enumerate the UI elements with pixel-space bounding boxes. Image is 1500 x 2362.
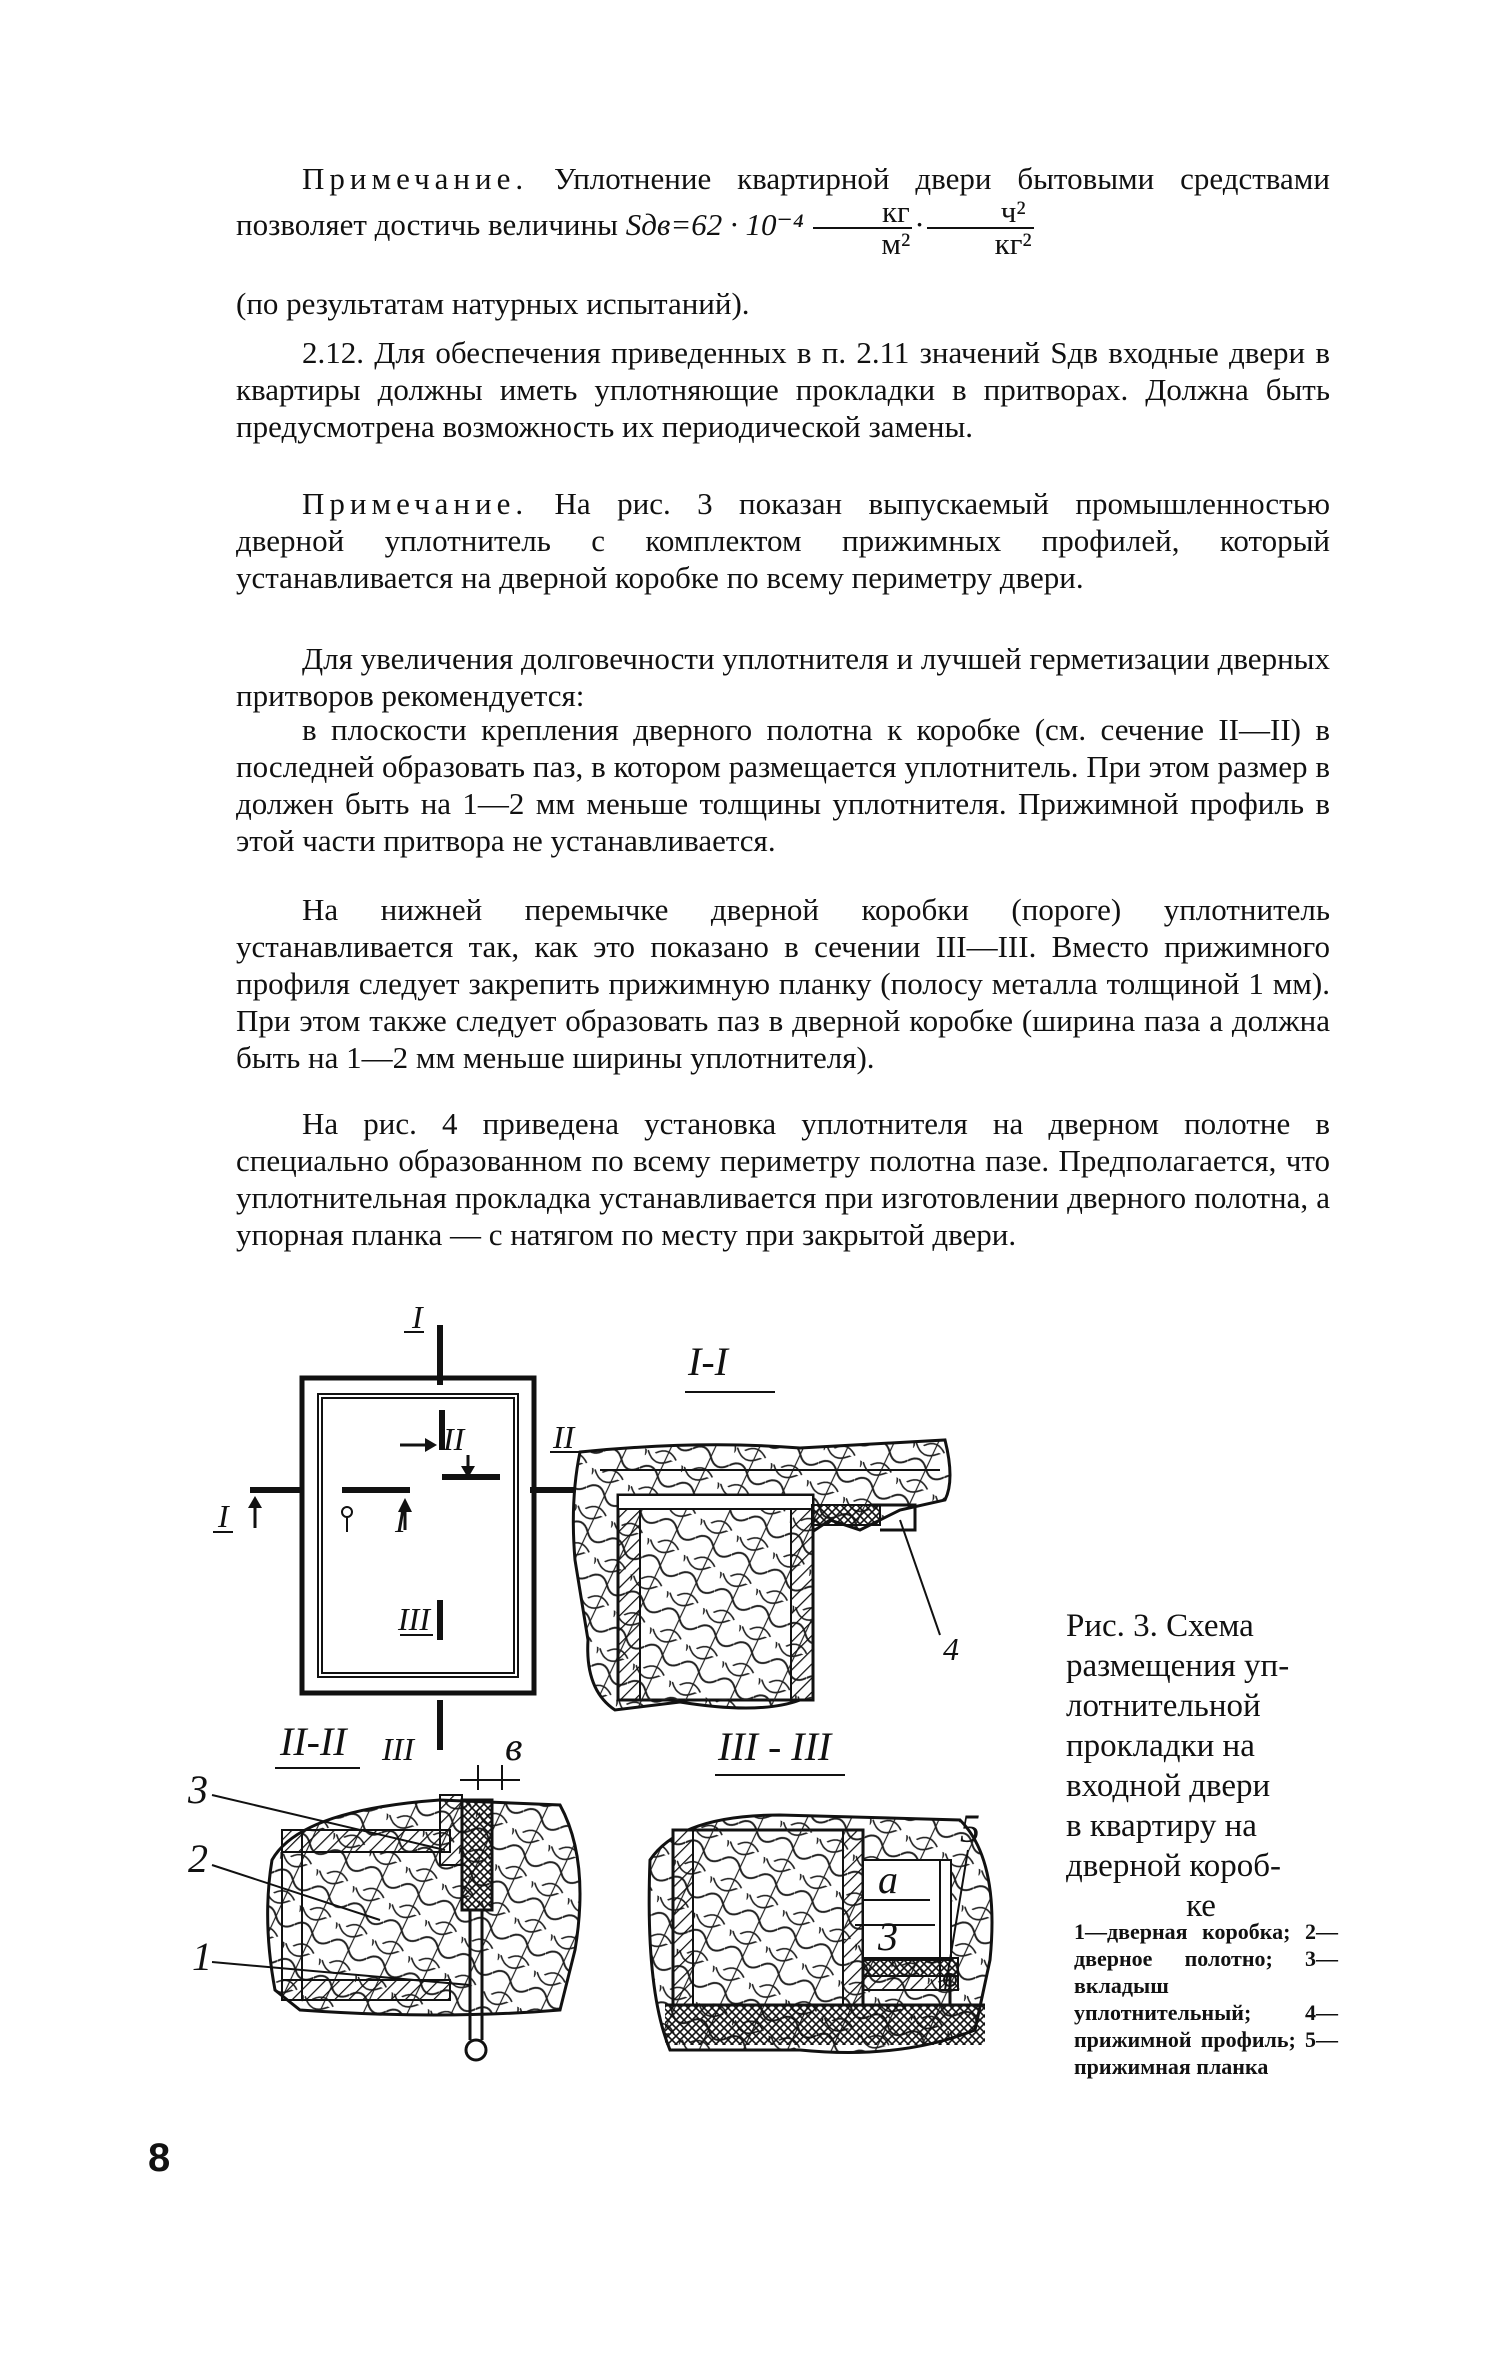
page-number: 8 bbox=[148, 2136, 171, 2180]
figure-caption bbox=[1066, 1606, 1336, 1926]
mark-i-top: I bbox=[412, 1299, 423, 1335]
paragraph-2-12: 2.12. Для обеспечения приведенных в п. 2.11 значений Sдв входные двери в квартиры должны иметь уплотняющие прокладки в притворах. Должна быть предусмотрена возможность их периодической замены. bbox=[236, 335, 1330, 444]
callout-5: 5 bbox=[960, 1806, 980, 1851]
section-i-i-title: I-I bbox=[688, 1339, 728, 1384]
fraction-h2-kg2: $\frac{\text{ч²}}{\text{кг²}}$ bbox=[927, 197, 1034, 259]
paragraph-fig4: На рис. 4 приведена установка уплотнителя на дверном полотне в специально образованном по всему периметру полотна пазе. Предполагается, что уплотнительная прокладка устанавливается при изготовлении дверного полотна, а упорная планка — с натягом по месту при закрытой двери. bbox=[236, 1106, 1330, 1252]
section-ii-ii-title: II-II bbox=[280, 1719, 347, 1764]
dim-3-label: 3 bbox=[878, 1914, 898, 1959]
note-1-label: Примечание. bbox=[302, 161, 529, 196]
callout-3: 3 bbox=[188, 1767, 208, 1812]
mark-ii-right: II bbox=[553, 1419, 575, 1455]
section-i-i bbox=[573, 1339, 959, 1710]
door-elevation bbox=[213, 1299, 582, 1767]
note-1-formula: Sдв=62 · 10⁻⁴ bbox=[625, 207, 804, 243]
note-1: Примечание. Уплотнение квартирной двери бытовыми средствами позволяет достичь величины Sдв=62 · 10⁻⁴ $\frac{кг}{\text{м²}}$ · $\frac{\text{ч²}}{\text{кг²}}$ bbox=[236, 161, 1330, 261]
callout-2: 2 bbox=[188, 1836, 208, 1881]
caption-line: размещения уп- bbox=[1066, 1648, 1290, 1684]
mark-iii-bottom: III bbox=[382, 1731, 414, 1767]
caption-line: лотнительной bbox=[1066, 1688, 1261, 1724]
note-2-text: На рис. 3 показан выпускаемый промышленностью дверной уплотнитель с комплектом прижимных профилей, который устанавливается на дверной коробке по всему периметру двери. bbox=[236, 486, 1330, 595]
section-iii-iii-title: III - III bbox=[718, 1724, 832, 1769]
section-iii-iii bbox=[649, 1724, 992, 2053]
note-1-tail: (по результатам натурных испытаний). bbox=[236, 286, 750, 321]
note-2-label: Примечание. bbox=[302, 486, 529, 521]
mark-i-center: I bbox=[395, 1503, 406, 1539]
paragraph-durability: Для увеличения долговечности уплотнителя и лучшей герметизации дверных притворов рекомендуется: bbox=[236, 641, 1330, 713]
dim-a-label: a bbox=[878, 1857, 898, 1902]
fraction-kg-m2: $\frac{кг}{\text{м²}}$ bbox=[813, 197, 912, 259]
caption-line: в квартиру на bbox=[1066, 1808, 1257, 1844]
caption-line: прокладки на bbox=[1066, 1728, 1255, 1764]
caption-line: дверной короб- bbox=[1066, 1848, 1282, 1884]
mark-i-left: I bbox=[218, 1498, 229, 1534]
paragraph-threshold: На нижней перемычке дверной коробки (пороге) уплотнитель устанавливается так, как это показано в сечении III—III. Вместо прижимного профиля следует закрепить прижимную планку (полосу металла толщиной 1 мм). При этом также следует образовать паз в дверной коробке (ширина паза а должна быть на 1—2 мм меньше ширины уплотнителя). bbox=[236, 892, 1330, 1075]
caption-line: входной двери bbox=[1066, 1768, 1271, 1804]
caption-line: Рис. 3. Схема bbox=[1066, 1608, 1254, 1644]
note-1-text: Уплотнение квартирной двери бытовыми средствами позволяет достичь величины bbox=[236, 161, 1330, 243]
caption-line: ке bbox=[1186, 1888, 1216, 1924]
figure-legend: 1—дверная коробка; 2—дверное полотно; 3—вкладыш уплотнительный; 4—прижимной профиль; 5—прижимная планка bbox=[1074, 1919, 1338, 2079]
dim-b-label: в bbox=[505, 1724, 523, 1769]
section-ii-ii bbox=[187, 1719, 580, 2060]
callout-1: 1 bbox=[192, 1934, 212, 1979]
callout-4: 4 bbox=[943, 1631, 959, 1667]
mark-iii: III bbox=[398, 1601, 430, 1637]
mark-ii-inner: II bbox=[443, 1421, 465, 1457]
paragraph-plane: в плоскости крепления дверного полотна к коробке (см. сечение II—II) в последней образовать паз, в котором размещается уплотнитель. При этом размер в должен быть на 1—2 мм меньше толщины уплотнителя. Прижимной профиль в этой части притвора не устанавливается. bbox=[236, 712, 1330, 858]
